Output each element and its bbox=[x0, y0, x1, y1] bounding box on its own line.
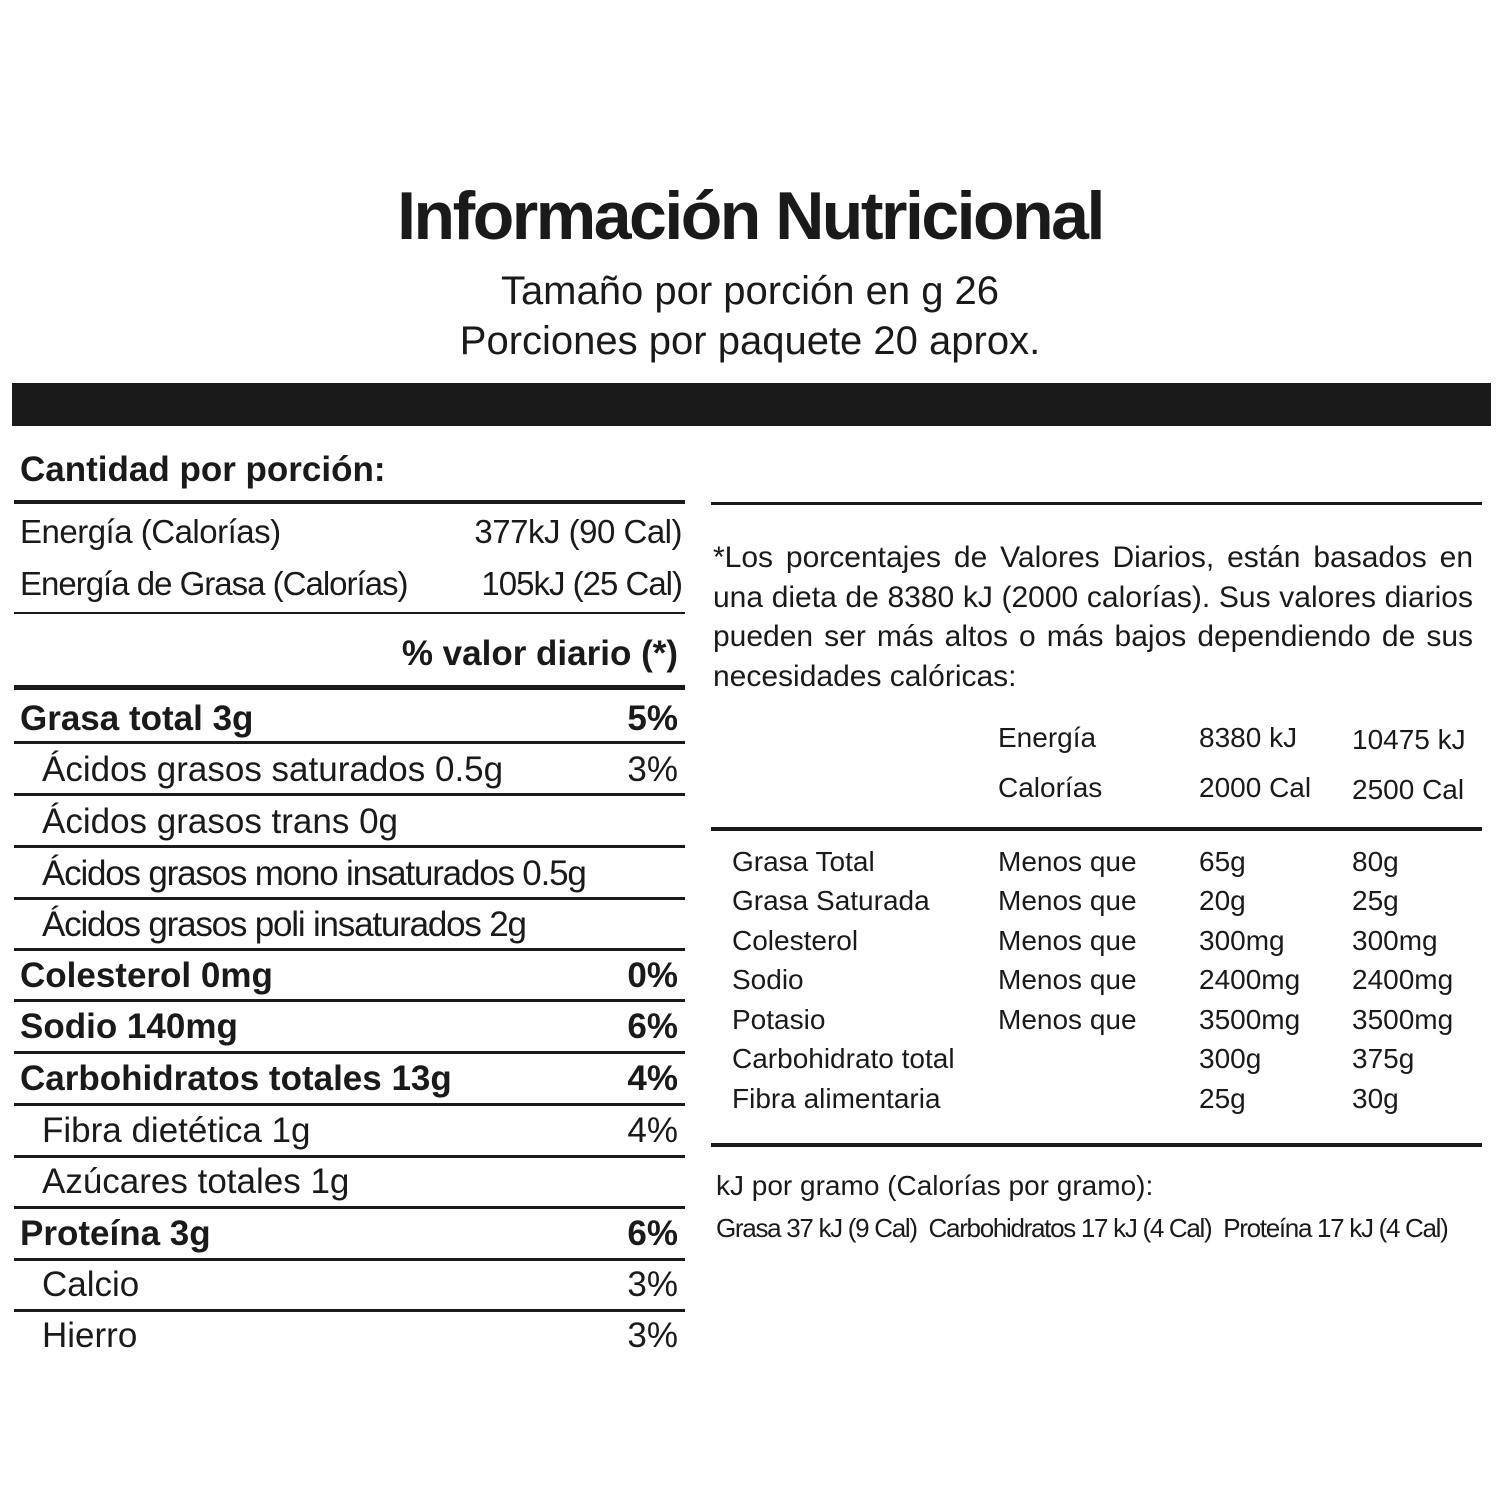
divider bbox=[14, 612, 685, 614]
nutrient-row bbox=[20, 1212, 678, 1256]
energy-row bbox=[20, 510, 682, 554]
servings-per-package: Porciones por paquete 20 aprox. bbox=[459, 319, 1041, 363]
row-divider bbox=[14, 948, 685, 951]
nutrient-row bbox=[20, 800, 678, 844]
nutrient-percent: 3% bbox=[627, 1316, 678, 1355]
energy-from-fat-label: Energía de Grasa (Calorías) bbox=[20, 565, 408, 602]
nutrient-row bbox=[20, 1160, 678, 1204]
ref-value-2500: 80g bbox=[1352, 846, 1399, 877]
daily-value-footnote: *Los porcentajes de Valores Diarios, están basados en una dieta de 8380 kJ (2000 calorías). Sus valores diarios pueden ser más altos o más bajos dependiendo de sus necesidades calóricas: bbox=[713, 541, 1473, 693]
ref-value-2000: 300mg bbox=[1199, 925, 1285, 956]
nutrient-percent: 6% bbox=[627, 1214, 678, 1253]
nutrient-percent: 0% bbox=[627, 956, 678, 995]
nutrient-label: Azúcares totales 1g bbox=[42, 1162, 350, 1201]
energy-value: 377kJ (90 Cal) bbox=[474, 513, 682, 550]
ref-qualifier: Menos que bbox=[998, 846, 1137, 877]
nutrient-label: Ácidos grasos saturados 0.5g bbox=[42, 750, 504, 789]
row-divider bbox=[14, 845, 685, 848]
row-divider bbox=[14, 999, 685, 1002]
ref-value-2000: 3500mg bbox=[1199, 1004, 1301, 1035]
ref-value-2500: 30g bbox=[1352, 1083, 1399, 1114]
nutrient-percent: 3% bbox=[627, 1265, 678, 1304]
ref-nutrient: Carbohidrato total bbox=[732, 1043, 955, 1074]
nutrient-label: Carbohidratos totales 13g bbox=[20, 1059, 452, 1098]
ref-value-2500: 2400mg bbox=[1352, 964, 1454, 995]
daily-value-heading: % valor diario (*) bbox=[401, 634, 678, 673]
ref-energy-2000: 8380 kJ bbox=[1199, 722, 1298, 753]
ref-nutrient: Fibra alimentaria bbox=[732, 1083, 941, 1114]
nutrient-row bbox=[20, 903, 678, 947]
divider bbox=[711, 827, 1482, 831]
nutrient-label: Fibra dietética 1g bbox=[42, 1111, 311, 1150]
ref-value-2500: 300mg bbox=[1352, 925, 1438, 956]
ref-value-2000: 65g bbox=[1199, 846, 1246, 877]
ref-value-2000: 20g bbox=[1199, 885, 1246, 916]
energy-label: Energía (Calorías) bbox=[20, 513, 281, 550]
amount-per-serving-heading: Cantidad por porción: bbox=[20, 450, 386, 489]
serving-size: Tamaño por porción en g 26 bbox=[500, 269, 1000, 313]
divider bbox=[711, 1143, 1482, 1147]
nutrient-label: Grasa total 3g bbox=[20, 699, 254, 738]
nutrient-percent: 3% bbox=[627, 750, 678, 789]
nutrient-row bbox=[20, 1314, 678, 1358]
row-divider bbox=[14, 1051, 685, 1054]
ref-nutrient: Grasa Saturada bbox=[732, 885, 930, 916]
ref-nutrient: Potasio bbox=[732, 1004, 826, 1035]
ref-value-2000: 25g bbox=[1199, 1083, 1246, 1114]
nutrient-row bbox=[20, 1263, 678, 1307]
nutrient-label: Calcio bbox=[42, 1265, 140, 1304]
energy-from-fat-value: 105kJ (25 Cal) bbox=[481, 565, 682, 602]
nutrient-row bbox=[20, 697, 678, 741]
nutrient-label: Sodio 140mg bbox=[20, 1007, 238, 1046]
nutrient-label: Ácidos grasos mono insaturados 0.5g bbox=[42, 854, 586, 893]
row-divider bbox=[14, 741, 685, 744]
ref-value-2500: 3500mg bbox=[1352, 1004, 1454, 1035]
row-divider bbox=[14, 1155, 685, 1158]
ref-qualifier: Menos que bbox=[998, 1004, 1137, 1035]
nutrient-row bbox=[20, 852, 678, 896]
nutrient-label: Colesterol 0mg bbox=[20, 956, 273, 995]
nutrient-percent: 4% bbox=[627, 1059, 678, 1098]
ref-qualifier: Menos que bbox=[998, 925, 1137, 956]
ref-value-2000: 2400mg bbox=[1199, 964, 1301, 995]
ref-calories-2000: 2000 Cal bbox=[1199, 772, 1312, 803]
nutrient-label: Ácidos grasos trans 0g bbox=[42, 802, 399, 841]
ref-value-2500: 375g bbox=[1352, 1043, 1415, 1074]
label-title: Información Nutricional bbox=[397, 178, 1103, 254]
ref-value-2500: 25g bbox=[1352, 885, 1399, 916]
divider bbox=[14, 500, 685, 504]
ref-nutrient: Grasa Total bbox=[732, 846, 875, 877]
nutrient-row bbox=[20, 1109, 678, 1153]
ref-nutrient: Sodio bbox=[732, 964, 804, 995]
energy-from-fat-row bbox=[20, 562, 682, 606]
ref-value-2000: 300g bbox=[1199, 1043, 1262, 1074]
nutrient-label: Ácidos grasos poli insaturados 2g bbox=[42, 905, 526, 944]
divider bbox=[711, 502, 1482, 505]
nutrient-percent: 5% bbox=[627, 699, 678, 738]
row-divider bbox=[14, 1258, 685, 1261]
row-divider bbox=[14, 793, 685, 796]
ref-qualifier: Menos que bbox=[998, 964, 1137, 995]
ref-energy-label: Energía bbox=[998, 722, 1097, 753]
ref-energy-2500: 10475 kJ bbox=[1352, 724, 1466, 755]
divider-thick bbox=[14, 685, 685, 690]
row-divider bbox=[14, 897, 685, 900]
ref-calories-2500: 2500 Cal bbox=[1352, 774, 1465, 805]
row-divider bbox=[14, 1309, 685, 1312]
nutrient-row bbox=[20, 954, 678, 998]
ref-calories-label: Calorías bbox=[998, 772, 1103, 803]
nutrient-label: Proteína 3g bbox=[20, 1214, 211, 1253]
ref-qualifier: Menos que bbox=[998, 885, 1137, 916]
nutrient-percent: 4% bbox=[627, 1111, 678, 1150]
nutrient-label: Hierro bbox=[42, 1316, 138, 1355]
ref-nutrient: Colesterol bbox=[732, 925, 859, 956]
row-divider bbox=[14, 1103, 685, 1106]
per-gram-heading: kJ por gramo (Calorías por gramo): bbox=[716, 1170, 1154, 1201]
header-bar bbox=[12, 383, 1491, 426]
nutrient-row bbox=[20, 1057, 678, 1101]
row-divider bbox=[14, 1206, 685, 1209]
per-gram-values: Grasa 37 kJ (9 Cal) Carbohidratos 17 kJ (4 Cal) Proteína 17 kJ (4 Cal) bbox=[716, 1213, 1448, 1243]
nutrient-row bbox=[20, 1005, 678, 1049]
nutrient-percent: 6% bbox=[627, 1007, 678, 1046]
nutrient-row bbox=[20, 748, 678, 792]
